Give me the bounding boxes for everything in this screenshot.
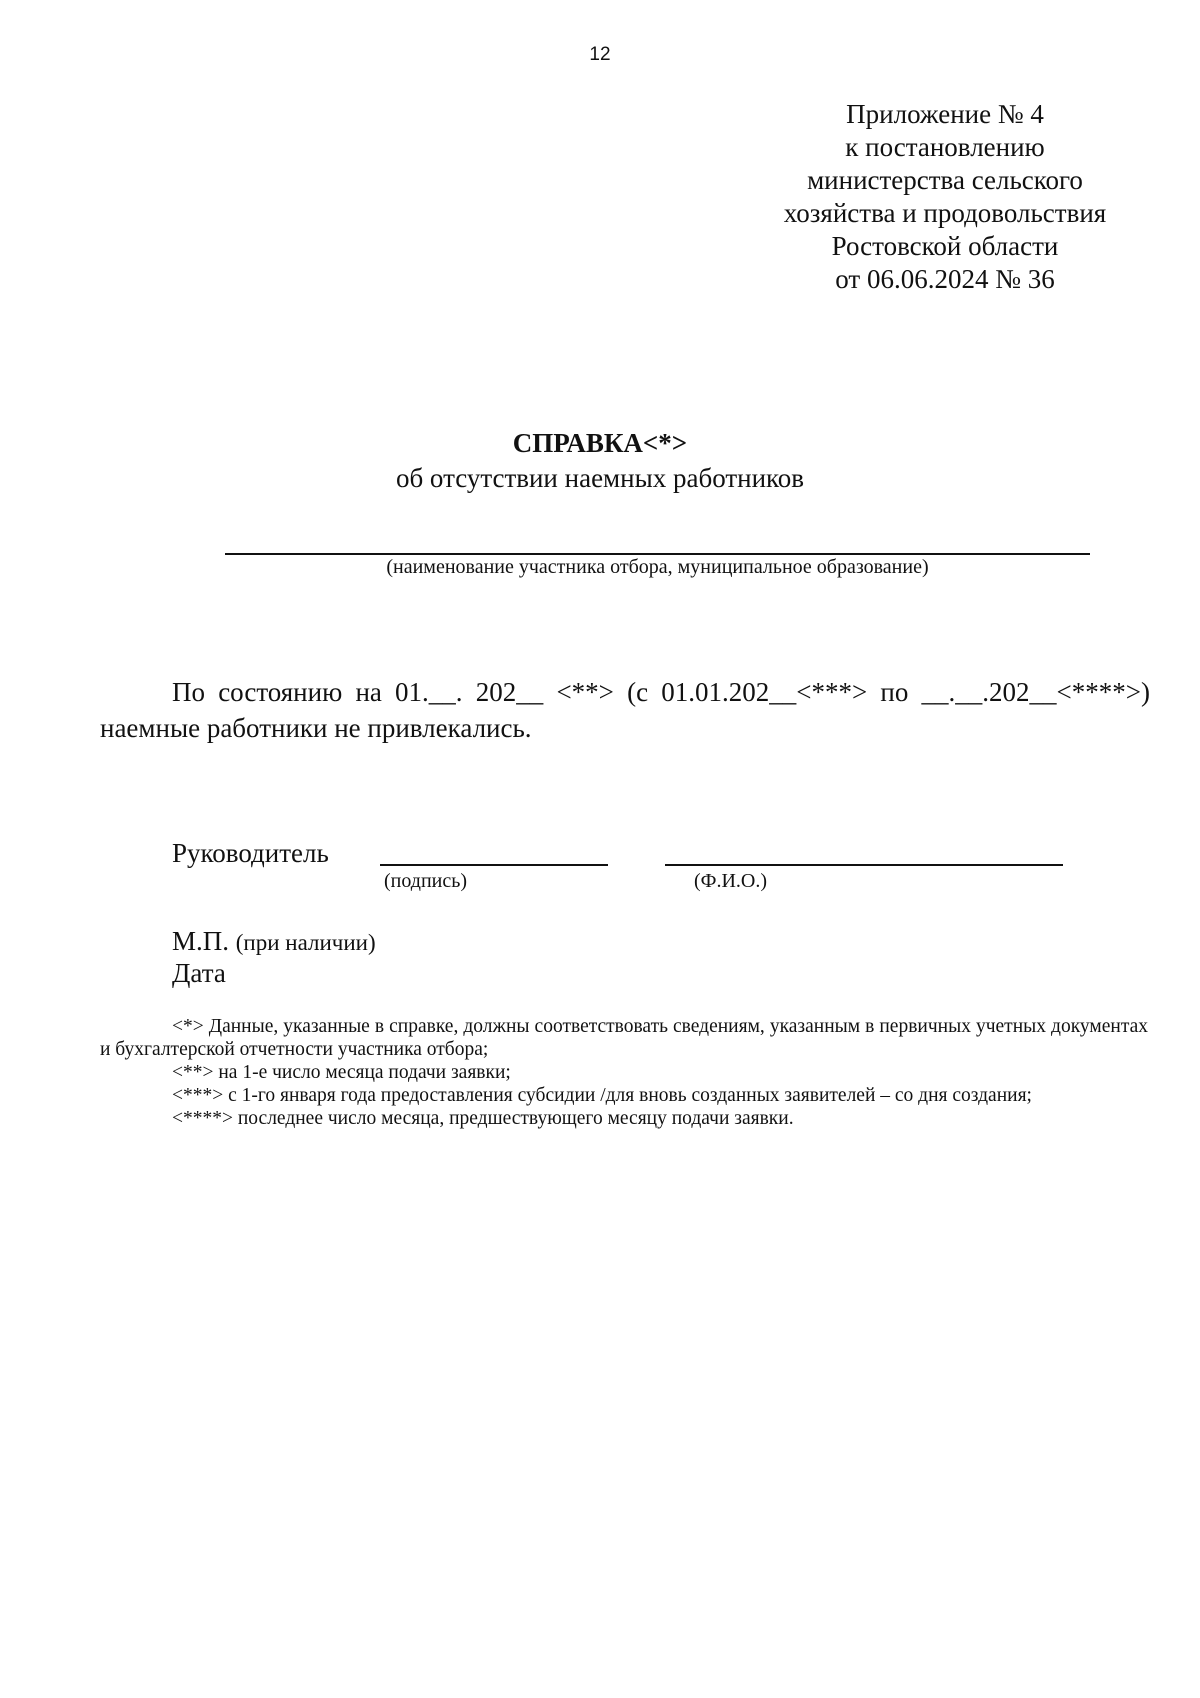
fio-line bbox=[665, 864, 1063, 866]
date-label: Дата bbox=[172, 958, 226, 988]
participant-name-caption: (наименование участника отбора, муниципальное образование) bbox=[386, 556, 929, 578]
page-number: 12 bbox=[589, 44, 611, 65]
seal-label: М.П. bbox=[172, 926, 230, 956]
footnote: <***> с 1-го января года предоставления субсидии /для вновь созданных заявителей – со дня создания; bbox=[172, 1085, 1032, 1106]
footnote: <*> Данные, указанные в справке, должны соответствовать сведениям, указанным в первичных учетных документах и бухгалтерской отчетности участника отбора; bbox=[100, 1016, 1148, 1060]
appendix-line: Ростовской области bbox=[831, 231, 1059, 261]
head-label: Руководитель bbox=[172, 838, 329, 868]
appendix-line: к постановлению bbox=[845, 132, 1045, 162]
fio-caption: (Ф.И.О.) bbox=[694, 870, 768, 892]
footnotes bbox=[100, 1015, 1148, 1130]
signature-line bbox=[380, 864, 608, 866]
document-title: СПРАВКА<*> bbox=[512, 428, 688, 458]
seal-note: (при наличии) bbox=[235, 930, 376, 955]
document-subtitle: об отсутствии наемных работников bbox=[395, 463, 805, 493]
signature-caption: (подпись) bbox=[384, 870, 468, 892]
statement-paragraph bbox=[100, 674, 1150, 746]
statement-line-1: По состоянию на 01.__. 202__ <**> (с 01.01.202__<***> по __.__.202__<****>) bbox=[172, 677, 1150, 707]
appendix-line: министерства сельского bbox=[807, 165, 1083, 195]
seal-line bbox=[172, 926, 376, 957]
statement-line-2: наемные работники не привлекались. bbox=[100, 713, 532, 743]
footnote: <**> на 1-е число месяца подачи заявки; bbox=[172, 1062, 511, 1083]
appendix-line: от 06.06.2024 № 36 bbox=[835, 264, 1055, 294]
appendix-line: Приложение № 4 bbox=[846, 99, 1044, 129]
appendix-line: хозяйства и продовольствия bbox=[783, 198, 1107, 228]
participant-name-line bbox=[225, 553, 1090, 555]
appendix-header bbox=[760, 98, 1130, 296]
footnote: <****> последнее число месяца, предшествующего месяцу подачи заявки. bbox=[172, 1108, 794, 1129]
